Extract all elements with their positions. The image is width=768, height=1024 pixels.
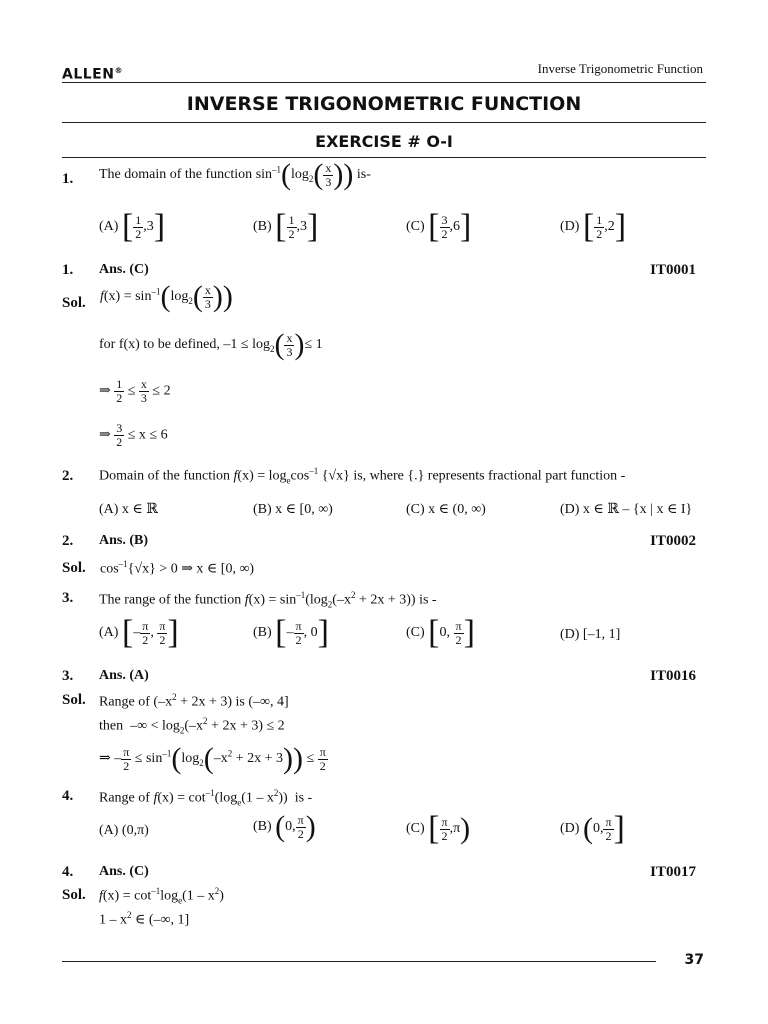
q2-option-a: (A) x ∈ ℝ <box>99 502 158 517</box>
question-1-text: The domain of the function $\sin^{-1}(\log_2$( $\frac{x}{3}$ )) is- <box>99 158 371 191</box>
solution-1-line-1: $f(x) = \sin^{-1}(\log_2$( $\frac{x}{3}$ )) <box>100 280 233 313</box>
question-code-2: IT0002 <box>650 533 696 549</box>
exercise-rule <box>62 157 706 158</box>
page-title: INVERSE TRIGONOMETRIC FUNCTION <box>186 93 582 115</box>
solution-label-1: Sol. <box>62 295 86 311</box>
page-number: 37 <box>684 952 704 968</box>
running-header-title: Inverse Trigonometric Function <box>537 61 703 76</box>
solution-3-line-3: ⇒ – $\frac{\pi}{2}$ ≤ $\sin^{-1}(\log_2(-x^2 + 2x + 3))$ ≤ $\frac{\pi}{2}$ <box>99 742 326 775</box>
solution-1-line-2: for f(x) to be defined, $-1 \le \log_2$( $\frac{x}{3}$ )≤ 1 <box>99 328 323 361</box>
solution-4-line-2: $1 - x^2$ ∈ (–∞, 1] <box>99 910 190 928</box>
solution-label-3: Sol. <box>62 692 86 708</box>
solution-4-line-1: $f(x) = \cot^{-1}\log_e(1 - x^2)$ <box>99 886 224 906</box>
answer-1: Ans. (C) <box>99 262 149 277</box>
question-number-1: 1. <box>62 171 74 187</box>
q1-option-c: (C) [ $\frac{3}{2}$ ,6] <box>406 208 472 245</box>
header-rule <box>62 82 706 83</box>
answer-2: Ans. (B) <box>99 533 149 548</box>
q4-option-b: (B) (0, $\frac{\pi}{2}$ ) <box>253 810 316 843</box>
question-4-text: Range of $f(x) = \cot^{-1}(\log_e(1 - x^2))$ is - <box>99 788 313 808</box>
q1-option-a: (A) [ $\frac{1}{2}$ ,3] <box>99 208 166 245</box>
solution-3-line-1: Range of $(-x^2 + 2x + 3)$ is (–∞, 4] <box>99 692 289 710</box>
q1-option-d: (D) [ $\frac{1}{2}$ ,2] <box>560 208 627 245</box>
solution-2-line-1: $\cos^{-1}\{√x\} > 0$ ⇒ x ∈ [0, ∞) <box>100 559 255 577</box>
q3-option-b: (B) [– $\frac{\pi}{2}$ , 0] <box>253 614 329 651</box>
q1-option-b: (B) [ $\frac{1}{2}$ ,3] <box>253 208 319 245</box>
answer-number-3: 3. <box>62 668 74 684</box>
answer-number-1: 1. <box>62 262 74 278</box>
question-code-1: IT0001 <box>650 262 696 278</box>
solution-label-4: Sol. <box>62 887 86 903</box>
allen-logo: ALLEN® <box>62 66 123 83</box>
question-code-3: IT0016 <box>650 668 696 684</box>
q4-option-c: (C) [ $\frac{\pi}{2}$ ,π) <box>406 810 471 847</box>
answer-4: Ans. (C) <box>99 864 149 879</box>
answer-number-4: 4. <box>62 864 74 880</box>
solution-3-line-2: then –∞ < $\log_2(-x^2 + 2x + 3) \le 2$ <box>99 716 285 736</box>
q2-option-b: (B) x ∈ [0, ∞) <box>253 502 333 517</box>
question-code-4: IT0017 <box>650 864 696 880</box>
q3-option-d: (D) [–1, 1] <box>560 627 621 642</box>
footer-rule <box>62 961 656 962</box>
question-number-4: 4. <box>62 788 74 804</box>
question-number-2: 2. <box>62 468 74 484</box>
solution-1-line-3: ⇒ $\frac{1}{2}$ ≤ $\frac{x}{3}$ ≤ 2 <box>99 377 171 405</box>
answer-number-2: 2. <box>62 533 74 549</box>
q3-option-a: (A) [– $\frac{\pi}{2}$ , $\frac{\pi}{2}$ ] <box>99 614 179 651</box>
question-2-text: Domain of the function $f(x) = \log_e\cos^{-1}$ {√x} is, where {.} represents fractional part function - <box>99 466 626 486</box>
solution-1-line-4: ⇒ $\frac{3}{2}$ ≤ x ≤ 6 <box>99 421 168 449</box>
q2-option-c: (C) x ∈ (0, ∞) <box>406 502 486 517</box>
exercise-heading: EXERCISE # O-I <box>315 132 453 151</box>
question-3-text: The range of the function $f(x) = \sin^{-1}(\log_2(-x^2 + 2x + 3))$ is - <box>99 590 437 610</box>
question-number-3: 3. <box>62 590 74 606</box>
q3-option-c: (C) [0, $\frac{\pi}{2}$ ] <box>406 614 475 651</box>
q4-option-a: (A) (0,π) <box>99 823 149 838</box>
q2-option-d: (D) x ∈ ℝ – {x | x ∈ I} <box>560 502 693 517</box>
q4-option-d: (D) (0, $\frac{\pi}{2}$ ] <box>560 810 625 847</box>
solution-label-2: Sol. <box>62 560 86 576</box>
answer-3: Ans. (A) <box>99 668 149 683</box>
title-rule <box>62 122 706 123</box>
